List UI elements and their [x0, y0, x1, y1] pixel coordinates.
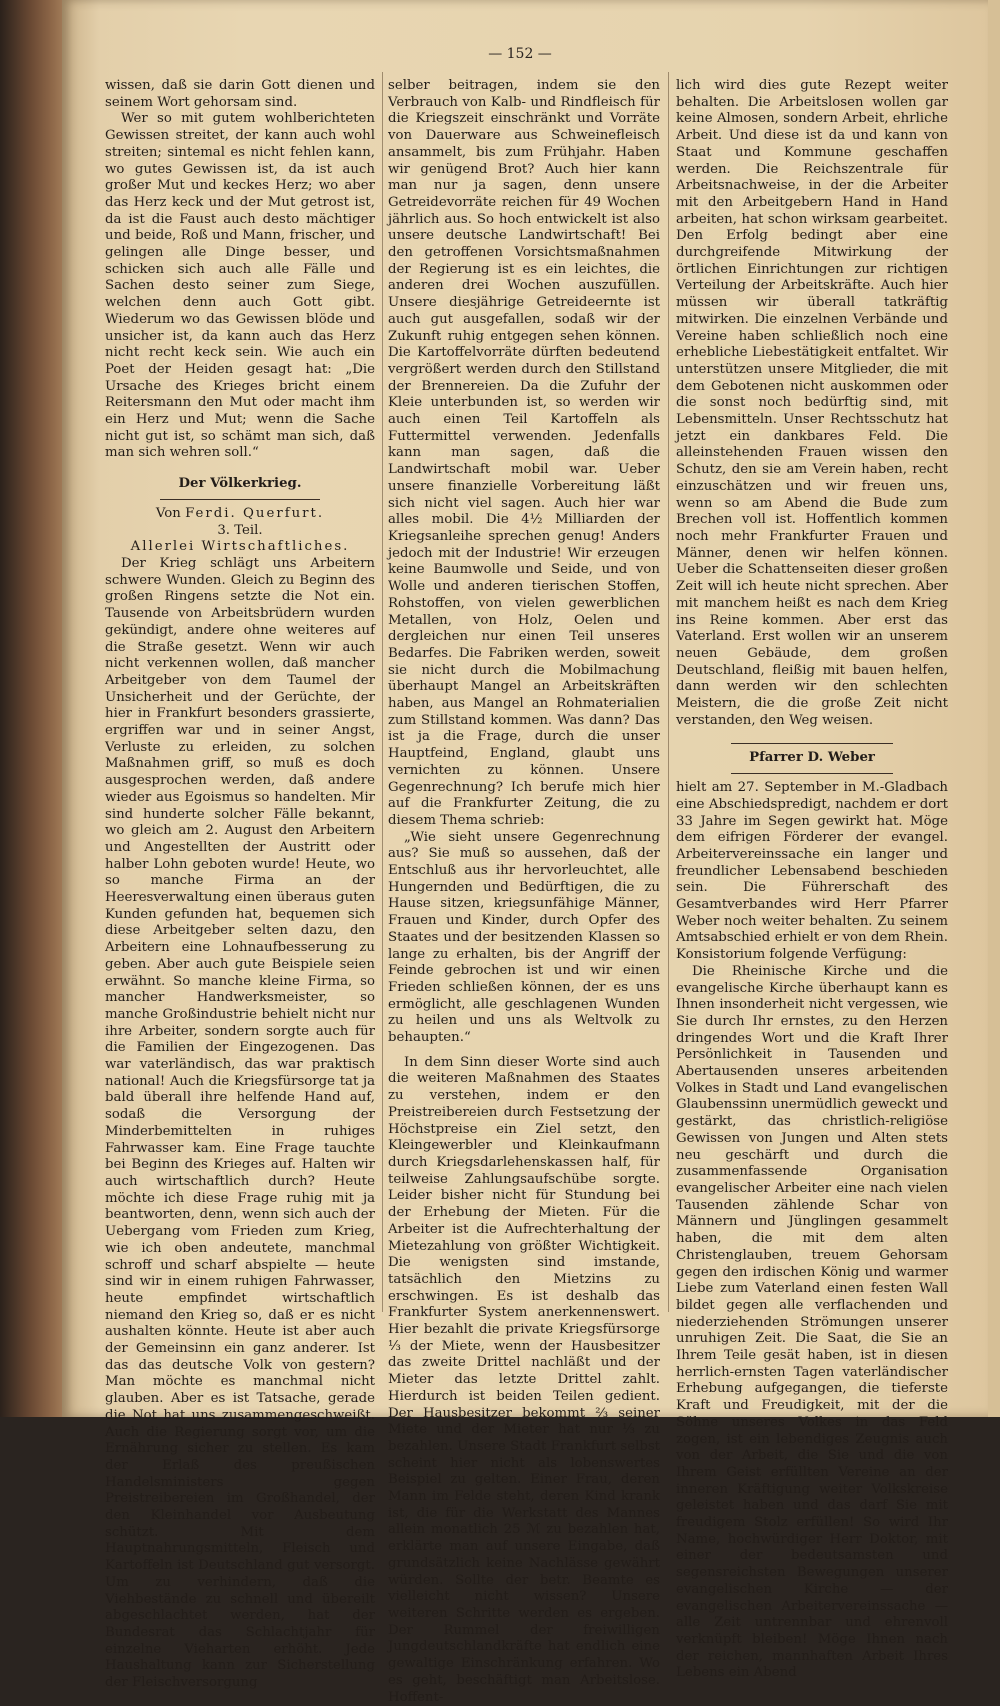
paragraph: selber beitragen, indem sie den Verbrauch von Kalb- und Rindfleisch für die Kriegszeit einschränkt und Vorräte von Dauerware aus Schweinefleisch ansammelt, bis zum Frühjahr. Haben wir genügend Brot? Auch hier kann man nur ja sagen, denn unsere Getreidevorräte reichen für 49 Wochen jährlich aus. So hoch entwickelt ist also unsere deutsche Landwirtschaft! Bei den getroffenen Vorsichtsmaßnahmen der Regierung ist es ein leichtes, die anderen drei Wochen auszufüllen. Unsere diesjährige Getreideernte ist auch gut ausgefallen, sodaß wir der Zukunft ruhig entgegen sehen können. Die Kartoffelvorräte dürften bedeutend vergrößert werden durch den Stillstand der Brennereien. Da die Zufuhr der Kleie unterbunden ist, so werden wir auch einen Teil Kartoffeln als Futtermittel verwenden. Jedenfalls kann man sagen, daß die Landwirtschaft mobil war. Ueber unsere finanzielle Vorbereitung läßt sich nicht viel sagen. Auch hier war alles mobil. Die 4½ Milliarden der Kriegsanleihe sprechen genug! Anders jedoch mit der Industrie! Wir erzeugen keine Baumwolle und Seide, und von Wolle und anderen tierischen Stoffen, Rohstoffen, von vielen gewerblichen Metallen, von Holz, Oelen und dergleichen nur einen Teil unseres Bedarfes. Die Fabriken werden, soweit sie nicht durch die Mobilmachung überhaupt Mangel an Arbeitskräften haben, aus Mangel an Rohmaterialien zum Stillstand kommen. Was dann? Das ist ja die Frage, durch die unser Hauptfeind, England, glaubt uns vernichten zu können. Unsere Gegenrechnung? Ich berufe mich hier auf die Frankfurter Zeitung, die zu diesem Thema schrieb: [388, 78, 660, 828]
part-label: 3. Teil. [217, 522, 263, 538]
subtitle: Allerlei Wirtschaftliches. [130, 539, 350, 555]
article-title: Pfarrer D. Weber [749, 750, 875, 766]
article-title: Der Völkerkrieg. [178, 476, 302, 492]
title-rule [731, 773, 893, 774]
paragraph: hielt am 27. September in M.-Gladbach eine Abschiedspredigt, nachdem er dort 33 Jahre im Segen gewirkt hat. Möge dem eifrigen Förderer der evangel. Arbeitervereinssache ein langer und freundlicher Lebensabend beschieden sein. Die Führerschaft des Gesamtverbandes wird Herr Pfarrer Weber noch weiter behalten. Zu seinem Amtsabschied erhielt er von dem Rhein. Konsistorium folgende Verfügung: [676, 780, 948, 963]
byline-prefix: Von [155, 505, 181, 521]
byline-author: Ferdi. Querfurt. [185, 505, 325, 521]
column-2 [388, 78, 660, 1706]
column-divider-2 [668, 72, 669, 1312]
page-number: — 152 — [488, 46, 552, 62]
quotation: „Wie sieht unsere Gegenrechnung aus? Sie muß so aussehen, daß der Entschluß aus ihr hervorleuchtet, alle Hungernden und Bedürftigen, die zu Hause sitzen, kriegsunfähige Männer, Frauen und Kinder, durch Opfer des Staates und der besitzenden Klassen so lange zu erhalten, bis der Angriff der Feinde gebrochen ist und wir einen Frieden schließen können, der es uns ermöglicht, alle geschlagenen Wunden zu heilen und uns als Weltvolk zu behaupten.“ [388, 829, 660, 1046]
paragraph: wissen, daß sie darin Gott dienen und seinem Wort gehorsam sind. [105, 78, 375, 110]
byline [105, 506, 375, 523]
adjacent-page-edge [988, 0, 1000, 1417]
paragraph: Die Rheinische Kirche und die evangelische Kirche überhaupt kann es Ihnen insonderheit nicht vergessen, wie Sie durch Ihr ernstes, zu den Herzen dringendes Wort und die Kraft Ihrer Persönlichkeit in Tausenden und Abertausenden unseres arbeitenden Volkes in Stadt und Land evangelischen Glaubenssinn unermüdlich geweckt und gestärkt, das christlich-religiöse Gewissen von Jungen und Alten stets neu geschärft und durch die zusammenfassende Organisation evangelischer Arbeiter eine nach vielen Tausenden zählende Schar von Männern und Jünglingen gesammelt haben, die mit dem alten Christenglauben, treuem Gehorsam gegen den irdischen König und warmer Liebe zum Vaterland einen festen Wall bildet gegen alle verflachenden und niederziehenden Strömungen unserer unruhigen Zeit. Die Saat, die Sie an Ihrem Teile gesät haben, ist in diesen herrlich-ernsten Tagen vaterländischer Erhebung aufgegangen, die tieferste Kraft und Freudigkeit, mit der die Söhne unseres Volkes in das Feld zogen, ist ein lebendiges Zeugnis auch von der Arbeit, die Sie und die von Ihrem Geist erfüllten Vereine an der inneren Kräftigung weiter Volkskreise geleistet haben und das darf Sie mit freudigem Stolz erfüllen! So wird Ihr Name, hochwürdiger Herr Doktor, mit einer der bedeutsamsten und segensreichsten Bewegungen unserer evangelischen Kirche — der evangelischen Arbeitervereinssache — alle Zeit untrennbar und ehrenvoll verknüpft bleiben! Möge Ihnen nach der reichen, mannhaften Arbeit Ihres Lebens ein Abend [676, 963, 948, 1681]
paragraph: Wer so mit gutem wohlberichteten Gewissen streitet, der kann auch wohl streiten; sintemal es nicht fehlen kann, wo gutes Gewissen ist, da ist auch großer Mut und keckes Herz; wo aber das Herz keck und der Mut getrost ist, da ist die Faust auch desto mächtiger und beide, Roß und Mann, frischer, und gelingen alle Dinge besser, und schicken sich auch alle Fälle und Sachen desto seiner zum Siege, welchen denn auch Gott gibt. Wiederum wo das Gewissen blöde und unsicher ist, da kann auch das Herz nicht recht keck sein. Wie auch ein Poet der Heiden gesagt hat: „Die Ursache des Krieges bricht einem Reitersmann den Mut oder macht ihm ein Herz und Mut; wenn die Sache nicht gut ist, so schämt man sich, daß man sich wehren soll.“ [105, 111, 375, 461]
column-1 [105, 78, 375, 1692]
column-3 [676, 78, 948, 1682]
title-rule [160, 499, 320, 500]
paragraph: In dem Sinn dieser Worte sind auch die weiteren Maßnahmen des Staates zu verstehen, indem er den Preistreibereien durch Festsetzung der Höchstpreise ein Ziel setzt, den Kleingewerbler und Kleinkaufmann durch Kriegsdarlehenskassen half, für teilweise Zahlungsaufschübe sorgte. Leider bisher nicht für Stundung bei der Erhebung der Mieten. Für die Arbeiter ist die Aufrechterhaltung der Mietezahlung von größter Wichtigkeit. Die wenigsten sind imstande, tatsächlich den Mietzins zu erschwingen. Es ist deshalb das Frankfurter System anerkennenswert. Hier bezahlt die private Kriegsfürsorge ⅓ der Miete, wenn der Hausbesitzer das zweite Drittel nachläßt und der Mieter das letzte Drittel zahlt. Hierdurch ist beiden Teilen gedient. Der Hausbesitzer bekommt ⅔ seiner Miete und der Mieter hat nur ⅓ zu bezahlen. Unsere Stadt Frankfurt selbst scheint hier nicht als lobenswertes Beispiel zu gelten. Einer Frau, deren Mann im Felde steht, deren Kind krank ist, die für die Werkstatt des Mannes allein monatlich 25 ℳ zu bezahlen hat, erklärte man auf unsere Eingabe, daß grundsätzlich keine Nachlässe gewährt würden. Sollte der betr. Beamte es vielleicht nicht wissen? Unsere weiteren Schritte werden es ergeben. Der Rummel der freiwilligen Jungdeutschlandkräfte hat endlich eine gewaltige Einschränkung erfahren. Wo es geht, beschäftigt man Arbeitslose. Hoffent- [388, 1054, 660, 1705]
paragraph: Der Krieg schlägt uns Arbeitern schwere Wunden. Gleich zu Beginn des großen Ringens setzte die Not ein. Tausende von Arbeitsbrüdern wurden gekündigt, andere ohne weiteres auf die Straße gesetzt. Wenn wir auch nicht verkennen wollen, daß mancher Arbeitgeber von dem Taumel der Unsicherheit und der Gerüchte, der hier in Frankfurt besonders grassierte, ergriffen war und in seiner Angst, Verluste zu erleiden, zu solchen Maßnahmen griff, so muß es doch ausgesprochen werden, daß andere wieder aus Egoismus so handelten. Mir sind hunderte solcher Fälle bekannt, wo gleich am 2. August den Arbeitern und Angestellten der Austritt oder halber Lohn geboten wurde! Heute, wo so manche Firma an der Heeresverwaltung einen überaus guten Kunden gefunden hat, bequemen sich diese Arbeitgeber selten dazu, den Arbeitern eine Lohnaufbesserung zu geben. Aber auch gute Beispiele seien erwähnt. So manche kleine Firma, so mancher Handwerksmeister, so manche Großindustrie behielt nicht nur ihre Arbeiter, sondern sorgte auch für die Familien der Eingezogenen. Das war vaterländisch, das war praktisch national! Auch die Kriegsfürsorge tat ja bald überall ihre helfende Hand auf, sodaß die Versorgung der Minderbemittelten in ruhiges Fahrwasser kam. Eine Frage tauchte bei Beginn des Krieges auf. Halten wir auch wirtschaftlich durch? Heute möchte ich diese Frage ruhig mit ja beantworten, denn, wenn sich auch der Uebergang vom Frieden zum Krieg, wie ich oben andeutete, manchmal schroff und scharf abspielte — heute sind wir in einem ruhigen Fahrwasser, heute empfindet wirtschaftlich niemand den Krieg so, daß er es nicht aushalten könnte. Heute ist aber auch der Gemeinsinn ein ganz anderer. Ist das das deutsche Volk von gestern? Man möchte es manchmal nicht glauben. Aber es ist Tatsache, gerade die Not hat uns zusammengeschweißt. Auch die Regierung sorgt vor, um die Ernährung sicher zu stellen. Es kam der Erlaß des preußischen Handelsministers gegen Preistreibereien im Großhandel, der den Kleinhandel vor Ausbeutung schützt. Mit dem Hauptnahrungsmitteln, Fleisch und Kartoffeln ist Deutschland gut versorgt. Um zu verhindern, daß die Viehbestände zu schnell und übereilt abgeschlachtet werden, hat der Bundesrat das Schlachtjahr für einzelne Vieharten erhöht. Jede Haushaltung kann zur Sicherstellung der Fleischversorgung [105, 555, 375, 1691]
paragraph: lich wird dies gute Rezept weiter behalten. Die Arbeitslosen wollen gar keine Almosen, sondern Arbeit, ehrliche Arbeit. Und diese ist da und kann von Staat und Kommune geschaffen werden. Die Reichszentrale für Arbeitsnachweise, in der die Arbeiter mit den Arbeitgebern Hand in Hand arbeiten, hat schon wirksam gearbeitet. Den Erfolg bedingt aber eine durchgreifende Mitwirkung der örtlichen Einrichtungen zur richtigen Verteilung der Arbeitskräfte. Auch hier müssen wir überall tatkräftig mitwirken. Die einzelnen Verbände und Vereine haben schließlich noch eine erhebliche Liebestätigkeit entfaltet. Wir unterstützen unsere Mitglieder, die mit dem Gebotenen nicht auskommen oder die sonst noch bedürftig sind, mit Lebensmitteln. Unser Rechtsschutz hat jetzt ein dankbares Feld. Die alleinstehenden Frauen wissen den Schutz, den sie am Verein haben, recht einzuschätzen und wir freuen uns, wenn so am Abend die Bude zum Brechen voll ist. Hoffentlich kommen noch mehr Frankfurter Frauen und Männer, denen wir helfen können. Ueber die Schattenseiten dieser großen Zeit will ich heute nicht sprechen. Aber mit manchem heißt es nach dem Krieg ins Reine kommen. Aber erst das Vaterland. Erst wollen wir an unserem neuen Gebäude, dem großen Deutschland, fleißig mit bauen helfen, dann werden wir den schlechten Meistern, die die große Zeit nicht verstanden, den Weg weisen. [676, 78, 948, 728]
section-rule [731, 743, 893, 744]
column-divider-1 [382, 72, 383, 1312]
